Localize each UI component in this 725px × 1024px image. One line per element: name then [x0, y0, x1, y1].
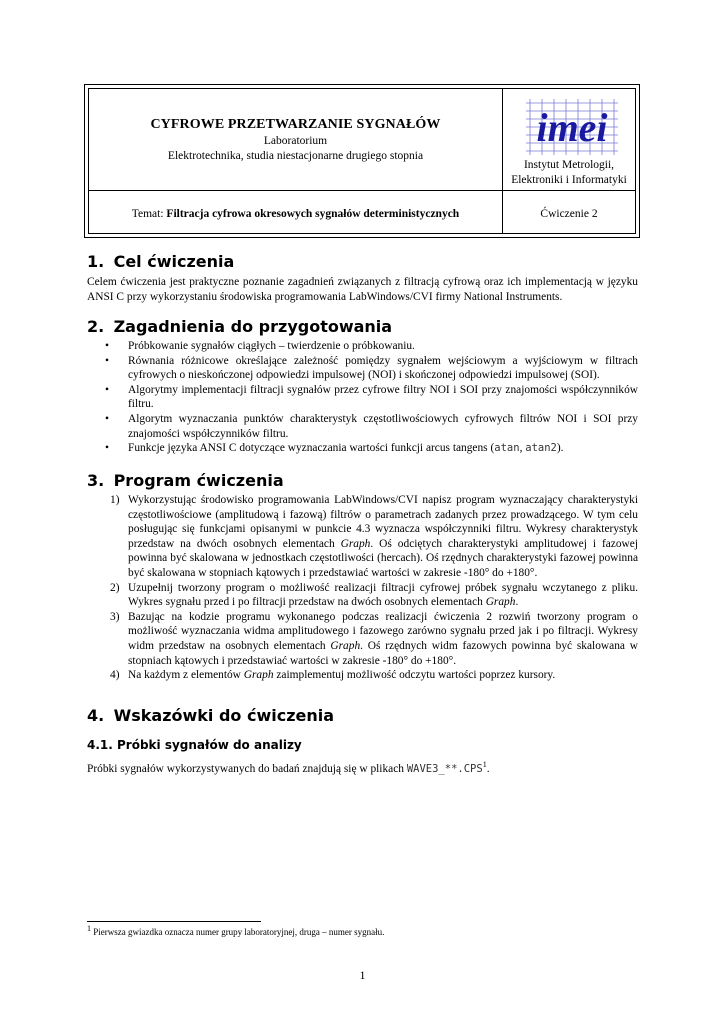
list-item	[87, 441, 638, 456]
section-1-text: Celem ćwiczenia jest praktyczne poznanie zagadnień związanych z filtracją cyfrową oraz ich implementacją w języku ANSI C przy wykorzystaniu środowiska programowania LabWindows/CVI firmy National Instruments.	[87, 276, 638, 303]
item-text: Uzupełnij tworzony program o możliwość realizacji filtracji cyfrowej próbek sygnału wczytanego z pliku. Wykres sygnału przed i po filtracji przedstaw na dwóch osobnych elementach	[128, 581, 638, 609]
course-title: CYFROWE PRZETWARZANIE SYGNAŁÓW	[150, 117, 441, 132]
graph-term: Graph	[330, 639, 361, 652]
list-item-text: Algorytm wyznaczania punktów charakterystyk częstotliwościowych cyfrowych filtrów NOI i SOI przy znajomości współczynników filtru.	[128, 412, 638, 440]
list-item	[87, 339, 638, 354]
file-pattern: WAVE3_**.CPS	[406, 763, 483, 775]
section-4-heading	[87, 706, 334, 725]
section-4-end: .	[486, 763, 490, 775]
item-number: 4)	[110, 669, 120, 682]
list-item-end: ).	[556, 442, 564, 455]
graph-term: Graph	[243, 669, 274, 682]
imei-logo	[522, 97, 622, 157]
course-subtitle: Laboratorium	[263, 135, 328, 147]
bullet-icon: •	[105, 340, 109, 352]
code-atan2: atan2	[525, 442, 557, 455]
topic-prefix: Temat:	[131, 208, 167, 220]
header-bottom-row	[89, 191, 635, 233]
item-text: . Oś rzędnych widm fazowych powinna być skalowana w stopniach kątowych i przedstawiać wartości w zakresie -180° do +180°.	[128, 639, 638, 667]
bullet-icon: •	[105, 442, 109, 455]
item-text: Wykorzystując środowisko programowania LabWindows/CVI napisz program wyznaczający charakterystyki częstotliwościowe (amplitudową i fazową) filtrów o parametrach zadanych przez prowadzącego. W tym celu posługując się funkcjami opisanymi w punkcie 4.3 wyznacza współczynniki filtru. Wykresy charakterystyk przedstaw na dwóch osobnych elementach	[128, 494, 638, 550]
section-3-heading	[87, 471, 284, 490]
section-1-heading	[87, 252, 234, 271]
list-item	[87, 383, 638, 412]
section-4-text	[87, 762, 638, 777]
section-2-number: 2.	[87, 317, 105, 336]
list-item-text: Algorytmy implementacji filtracji sygnałów przez cyfrowe filtry NOI i SOI przy znajomości współczynników filtru.	[128, 383, 638, 411]
list-item-text: Równania różnicowe określające zależność pomiędzy sygnałem wejściowym a wyjściowym w filtrach cyfrowych o nieskończonej odpowiedzi impulsowej (NOI) i skończonej odpowiedzi impulsowej (SOI).	[128, 354, 638, 382]
bullet-icon: •	[105, 412, 109, 425]
list-item	[87, 412, 638, 441]
exercise-number: Ćwiczenie 2	[540, 208, 598, 220]
list-item	[87, 610, 638, 668]
item-number: 1)	[110, 494, 120, 506]
footnote-mark: 1	[87, 924, 91, 933]
section-4-title: Wskazówki do ćwiczenia	[113, 706, 335, 725]
section-4-body: Próbki sygnałów wykorzystywanych do badań znajdują się w plikach	[87, 763, 407, 775]
bullet-icon: •	[105, 383, 109, 396]
item-number: 2)	[110, 581, 120, 594]
page-number: 1	[359, 968, 366, 982]
course-program: Elektrotechnika, studia niestacjonarne drugiego stopnia	[167, 150, 424, 162]
section-2-heading	[87, 317, 392, 336]
list-item	[87, 493, 638, 581]
footnote	[87, 924, 385, 937]
section-1-number: 1.	[87, 252, 105, 271]
list-item	[87, 354, 638, 383]
program-steps-list	[87, 493, 638, 683]
item-number: 3)	[110, 610, 120, 623]
code-atan: atan	[494, 442, 520, 455]
header-inner-frame	[88, 88, 636, 234]
institute-line-2: Elektroniki i Informatyki	[511, 174, 627, 186]
section-3-number: 3.	[87, 471, 105, 490]
preparation-list	[87, 339, 638, 456]
footnote-ref: 1	[482, 760, 487, 770]
list-item	[87, 581, 638, 610]
institute-line-1: Instytut Metrologii,	[523, 159, 615, 171]
section-2-title: Zagadnienia do przygotowania	[113, 317, 393, 336]
item-text: zaimplementuj możliwość odczytu wartości poprzez kursory.	[273, 669, 556, 682]
footnote-text: Pierwsza gwiazdka oznacza numer grupy laboratoryjnej, druga – numer sygnału.	[91, 927, 385, 937]
item-text: Bazując na kodzie programu wykonanego podczas realizacji ćwiczenia 2 rozwiń tworzony program o możliwość wyznaczania widma amplitudowego i fazowego zarówno sygnału przed jak i po filtracji. Wykresy widm przedstaw na osobnych elementach	[128, 610, 638, 652]
section-4-number: 4.	[87, 706, 105, 725]
list-item-text: Funkcje języka ANSI C dotyczące wyznaczania wartości funkcji arcus tangens (	[128, 442, 495, 455]
section-1-title: Cel ćwiczenia	[113, 252, 235, 271]
list-item-text: Próbkowanie sygnałów ciągłych – twierdzenie o próbkowaniu.	[128, 340, 415, 352]
graph-term: Graph	[340, 537, 371, 550]
topic-cell	[89, 208, 502, 220]
item-text: . Oś odciętych charakterystyki amplitudowej i fazowej powinna być skalowana w jednostkach częstotliwości (hercach). Oś rzędnych charakterystyki fazowej powinna być skalowana w stopniach kątowych i przedstawiać wartości w zakresie -180° do +180°.	[128, 537, 638, 579]
bullet-icon: •	[105, 354, 109, 367]
header-table	[84, 84, 640, 238]
item-text: .	[515, 596, 519, 609]
item-text: Na każdym z elementów	[128, 669, 244, 682]
header-top-row	[89, 89, 635, 191]
logo-text: imei	[536, 105, 608, 150]
graph-term: Graph	[485, 596, 516, 609]
topic-title: Filtracja cyfrowa okresowych sygnałów deterministycznych	[166, 208, 460, 220]
list-item	[87, 668, 638, 683]
separator: ,	[519, 442, 526, 455]
subsection-4-1-heading: 4.1. Próbki sygnałów do analizy	[87, 738, 302, 752]
footnote-divider	[87, 921, 261, 922]
section-3-title: Program ćwiczenia	[113, 471, 284, 490]
